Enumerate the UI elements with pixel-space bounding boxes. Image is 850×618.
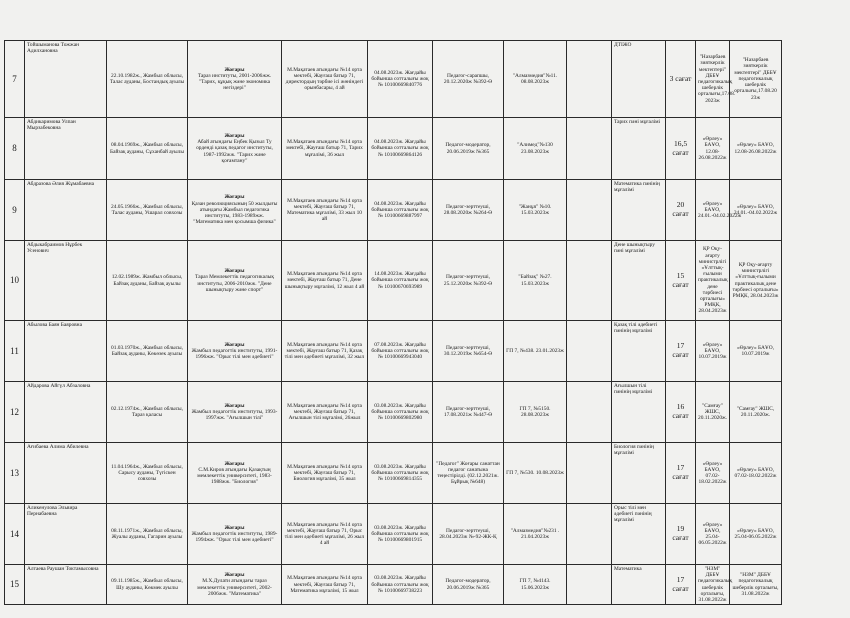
course-1: «Өрлеу» БАҰО, 25.04-06.05.2022ж: [696, 504, 730, 565]
course-1: "НЗМ" ДББҰ педагогикалық шеберлік орталығы, 31.08.2022ж: [696, 565, 730, 605]
education-level: Жоғары: [224, 66, 245, 73]
row-number: 12: [5, 382, 25, 443]
course-2: «Өрлеу» БАҰО, 07.02-18.02.2022ж: [730, 443, 782, 504]
workplace: М.Мақатаев атындағы №14 орта мектебі, Жауғаш батыр 71, Қазақ тілі мен әдебиеті мұғалімі, 32 жыл: [282, 321, 368, 382]
workplace: М.Мақатаев атындағы №14 орта мектебі, Жауғаш батыр 71, Тарих мұғалімі, 36 жыл: [282, 118, 368, 180]
course-2: «Өрлеу» БАҰО, 24.01.-04.02.2022ж: [730, 180, 782, 241]
employee-name: Абдразова Әлия Жұмабаевна: [25, 180, 107, 241]
course-2: «Өрлеу» БАҰО, 12.08-26.08.2022ж: [730, 118, 782, 180]
workplace: М.Мақатаев атындағы №14 орта мектебі, Жауғаш батыр 71, Математика мұғалімі, 15 жыл: [282, 565, 368, 605]
position: Қазақ тілі әдебиеті пәнінің мұғалімі: [612, 321, 666, 382]
table-row: [5, 504, 828, 565]
spacer: [567, 180, 612, 241]
row-number: 13: [5, 443, 25, 504]
award: "Алимед"№130 23.08.2023ж: [504, 118, 567, 180]
certificate: 03.08.2023ж. Жағдайы бойынша сотталығы жоқ № 10100669802980: [368, 382, 433, 443]
position: Дене шынықтыру пәні мұғалімі: [612, 241, 666, 321]
education-cell: [188, 565, 282, 605]
position: Тарих пәні мұғалімі: [612, 118, 666, 180]
course-1: «Өрлеу» БАҰО, 07.02-18.02.2022ж: [696, 443, 730, 504]
education-detail: М.Х.Дулати атындағы тараз мемлекеттік университеті, 2002-2006жж. "Математика": [197, 578, 272, 597]
course-2: ҚР Оқу-ағарту министрлігі «Ұлттық-ғылыми практикалық дене тәрбиесі орталығы» РМҚК, 28.04.2023ж: [730, 241, 782, 321]
education-level: Жоғары: [224, 402, 245, 409]
workplace: М.Мақатаев атындағы №14 орта мектебі, Жауғаш батыр 71, Ағылшын тілі мұғалімі, 26жыл: [282, 382, 368, 443]
hours: 20 сағат: [666, 180, 696, 241]
course-2: «Өрлеу» БАҰО, 25.04-06.05.2022ж: [730, 504, 782, 565]
table-row: [5, 382, 828, 443]
employee-name: Алтаева Раушан Токтамысовна: [25, 565, 107, 605]
table-row: [5, 41, 828, 118]
position: ДТІЖО: [612, 41, 666, 118]
education-level: Жоғары: [224, 341, 245, 348]
table-row: [5, 443, 828, 504]
education-detail: Тараз институты, 2001-2006жж. "Тарих, құқық және экономика негіздері": [197, 72, 272, 92]
category: Педагог-сарапшы, 20.12.2020ж №392-Ө: [433, 41, 504, 118]
education-detail: Қазан революциясының 50 жылдығы атындағы Жамбыл педагогика институты, 1983-1989жж. "Математика мен қосымша физика": [191, 200, 278, 226]
education-detail: Жамбыл педагогтік институты, 1993-1997жж. "Ағылшын тілі": [191, 408, 278, 422]
spacer: [567, 443, 612, 504]
birth-info: 01.03.1970ж., Жамбыл облысы, Байзақ ауданы, Көкөзек ауылы: [107, 321, 188, 382]
spacer: [567, 565, 612, 605]
education-level: Жоғары: [224, 194, 245, 201]
education-detail: Жамбыл педагогтік институты, 1991-1996жж. "Орыс тілі мен әдебиеті": [191, 347, 278, 361]
certificate: 03.08.2023ж. Жағдайы бойынша сотталығы жоқ № 10100669738223: [368, 565, 433, 605]
category: Педагог-зерттеуші, 28.08.2020ж №264-Ө: [433, 180, 504, 241]
staff-table: [4, 40, 828, 605]
award: "Байзақ" №27. 15.03.2023ж: [504, 241, 567, 321]
row-number: 8: [5, 118, 25, 180]
birth-info: 09.11.1985ж., Жамбыл облысы, Шу ауданы, Көкмек ауылы: [107, 565, 188, 605]
award: ГП 7, №438. 23.01.2023ж: [504, 321, 567, 382]
course-2: "Самғау" ЖШС, 20.11.2020ж.: [730, 382, 782, 443]
spacer: [567, 118, 612, 180]
birth-info: 08.04.1969ж., Жамбыл облысы, Байзақ ауданы, Сұханбай ауылы: [107, 118, 188, 180]
certificate: 03.08.2023ж. Жағдайы бойынша сотталығы жоқ № 10100669801915: [368, 504, 433, 565]
course-2: "НЗМ" ДББҰ педагогикалық шеберлік орталығы, 31.08.2022ж: [730, 565, 782, 605]
education-level: Жоғары: [224, 268, 245, 275]
hours: 17 сағат: [666, 321, 696, 382]
row-number: 15: [5, 565, 25, 605]
workplace: М.Мақатаев атындағы №14 орта мектебі, Жауғаш батыр 71, Орыс тілі мен әдебиеті мұғалімі, 26 жыл 4 ай: [282, 504, 368, 565]
category: Педагог-модератор, 20.06.2019ж №365: [433, 565, 504, 605]
award: "Жанұя" №10. 15.03.2023ж: [504, 180, 567, 241]
education-cell: [188, 443, 282, 504]
award: "Алмазмедия"№11. 08.08.2023ж: [504, 41, 567, 118]
certificate: 04.08.2023ж. Жағдайы бойынша сотталығы жоқ № 10100669864126: [368, 118, 433, 180]
workplace: М.Мақатаев атындағы №14 орта мектебі, Жауғаш батыр 71, Биология мұғалімі, 35 жыл: [282, 443, 368, 504]
employee-name: Тойшыманова Тожжан Адилхановна: [25, 41, 107, 118]
education-detail: Абай атындағы Еңбек Қызыл Ту орденді қазақ педагог институты, 1987-1992жж. "Тарих және қоғамтану": [196, 139, 273, 164]
course-1: «Өрлеу» БАҰО, 10.07.2019ж: [696, 321, 730, 382]
course-1: "Назарбаев зияткерлік мектептері" ДББҰ педагогикалық шеберлік орталығы,17.08. 2023ж: [696, 41, 730, 118]
hours: 19 сағат: [666, 504, 696, 565]
table-row: [5, 321, 828, 382]
workplace: М.Мақатаев атындағы №14 орта мектебі, Жауғаш батыр 71, директордың тәрбие ісі жөніндегі орынбасары, 4 ай: [282, 41, 368, 118]
spacer: [567, 382, 612, 443]
course-2: "Назарбаев зияткерлік мектептері" ДББҰ педагогикалық шеберлік орталығы,17.08.20 23ж: [730, 41, 782, 118]
hours: 17 сағат: [666, 565, 696, 605]
table-body: [5, 41, 828, 605]
education-detail: Тараз Мемлекеттік педагогикалық институты, 2006-2010жж. "Дене шынықтыру және спорт": [195, 274, 274, 293]
spacer: [567, 321, 612, 382]
birth-info: 02.12.1974ж., Жамбыл облысы, Тараз қаласы: [107, 382, 188, 443]
education-cell: [188, 41, 282, 118]
category: Педагог-зерттеуші, 25.12.2020ж №392-Ө: [433, 241, 504, 321]
education-level: Жоғары: [224, 524, 245, 531]
position: Ағылшын тілі пәнінің мұғалімі: [612, 382, 666, 443]
education-cell: [188, 321, 282, 382]
category: Педагог-зерттеуші, 28.04.2023ж №-92-ЖК-Қ: [433, 504, 504, 565]
award: ГП 7, №5150. 28.08.2023ж: [504, 382, 567, 443]
table-row: [5, 180, 828, 241]
category: Педагог-модератор, 20.06.2019ж №365: [433, 118, 504, 180]
education-cell: [188, 180, 282, 241]
award: "Алмазмедия"№231 . 21.04.2023ж: [504, 504, 567, 565]
position: Математика: [612, 565, 666, 605]
spacer: [567, 504, 612, 565]
employee-name: Ағибаева Алима Абилевна: [25, 443, 107, 504]
hours: 15 сағат: [666, 241, 696, 321]
hours: 17 сағат: [666, 443, 696, 504]
category: Педагог-зерттеуші, 30.12.2019ж №654-Ө: [433, 321, 504, 382]
row-number: 7: [5, 41, 25, 118]
education-level: Жоғары: [224, 460, 245, 467]
certificate: 14.08.2023ж. Жағдайы бойынша сотталығы жоқ № 10100670693989: [368, 241, 433, 321]
employee-name: Аликенулова Эльвира Пернабаевна: [25, 504, 107, 565]
education-level: Жоғары: [224, 132, 245, 139]
education-detail: С.М.Киров атындағы Қазақтың мемлекеттік университеті, 1983-1988жж. "Биология": [197, 466, 272, 486]
category: Педагог-зерттеуші, 17.08.2021ж №447-Ө: [433, 382, 504, 443]
course-1: «Өрлеу» БАҰО, 24.01.-04.02.2022ж: [696, 180, 730, 241]
education-cell: [188, 382, 282, 443]
birth-info: 24.05.1966ж., Жамбыл облысы, Талас ауданы, Ушарал совхозы: [107, 180, 188, 241]
education-cell: [188, 504, 282, 565]
certificate: 04.08.2023ж. Жағдайы бойынша сотталығы жоқ № 10100669887997: [368, 180, 433, 241]
employee-name: Абдикаримова Улпан Мырзабековна: [25, 118, 107, 180]
birth-info: 08.11.1971ж., Жамбыл облысы, Жуалы ауданы, Гагарин ауылы: [107, 504, 188, 565]
row-number: 14: [5, 504, 25, 565]
birth-info: 11.04.1964ж., Жамбыл облысы, Сарысу ауданы, Түгіскен совхозы: [107, 443, 188, 504]
certificate: 04.08.2023ж. Жағдайы бойынша сотталығы жоқ № 10100669840776: [368, 41, 433, 118]
position: Математика пәнінің мұғалімі: [612, 180, 666, 241]
row-number: 10: [5, 241, 25, 321]
course-1: "Самғау" ЖШС, 20.11.2020ж.: [696, 382, 730, 443]
birth-info: 12.02.1989ж. Жамбыл облысы, Байзақ ауданы, Байзақ ауылы: [107, 241, 188, 321]
award: ГП 7, №4143. 15.06.2023ж: [504, 565, 567, 605]
table-row: [5, 565, 828, 605]
employee-name: Абылова Баян Баяровна: [25, 321, 107, 382]
row-number: 11: [5, 321, 25, 382]
position: Орыс тілі мен әдебиеті пәнінің мұғалімі: [612, 504, 666, 565]
course-1: «Өрлеу» БАҰО, 12.08-26.08.2022ж: [696, 118, 730, 180]
award: ГП 7, №530. 10.08.2023ж: [504, 443, 567, 504]
spacer: [567, 41, 612, 118]
education-level: Жоғары: [224, 572, 245, 579]
hours: 16 сағат: [666, 382, 696, 443]
birth-info: 22.10.1982ж., Жамбыл облысы, Талас ауданы, Бостандық ауылы: [107, 41, 188, 118]
education-detail: Жамбыл педагогтік институты, 1989-1994жж. "Орыс тілі мен әдебиеті": [191, 530, 278, 544]
spacer: [567, 241, 612, 321]
employee-name: Айдарова Айгүл Абзаловна: [25, 382, 107, 443]
hours: 3 сағат: [666, 41, 696, 118]
row-number: 9: [5, 180, 25, 241]
certificate: 07.08.2023ж. Жағдайы бойынша сотталығы жоқ № 10100669943040: [368, 321, 433, 382]
hours: 16,5 сағат: [666, 118, 696, 180]
table-row: [5, 241, 828, 321]
course-1: ҚР Оқу-ағарту министрлігі «Ұлттық-ғылыми практикалық дене тәрбиесі орталығы» РМҚК, 28.04.2023ж: [696, 241, 730, 321]
employee-name: Абдыкабраимов Нұрбек Усенович: [25, 241, 107, 321]
workplace: М.Мақатаев атындағы №14 орта мектебі, Жауғаш батыр 71, Дене шынықтыру мұғалімі, 12 жыл 4 ай: [282, 241, 368, 321]
education-cell: [188, 241, 282, 321]
table-row: [5, 118, 828, 180]
education-cell: [188, 118, 282, 180]
position: Биология пәнінің мұғалімі: [612, 443, 666, 504]
workplace: М.Мақатаев атындағы №14 орта мектебі, Жауғаш батыр 71, Математика мұғалімі, 33 жыл 10 ай: [282, 180, 368, 241]
certificate: 03.08.2023ж. Жағдайы бойынша сотталығы жоқ № 10100669814355: [368, 443, 433, 504]
category: "Педагог" Жоғары санаттан педагог санатына теңестірілді. (02.12.2021ж. Бұйрық №648): [433, 443, 504, 504]
course-2: «Өрлеу» БАҰО, 10.07.2019ж: [730, 321, 782, 382]
